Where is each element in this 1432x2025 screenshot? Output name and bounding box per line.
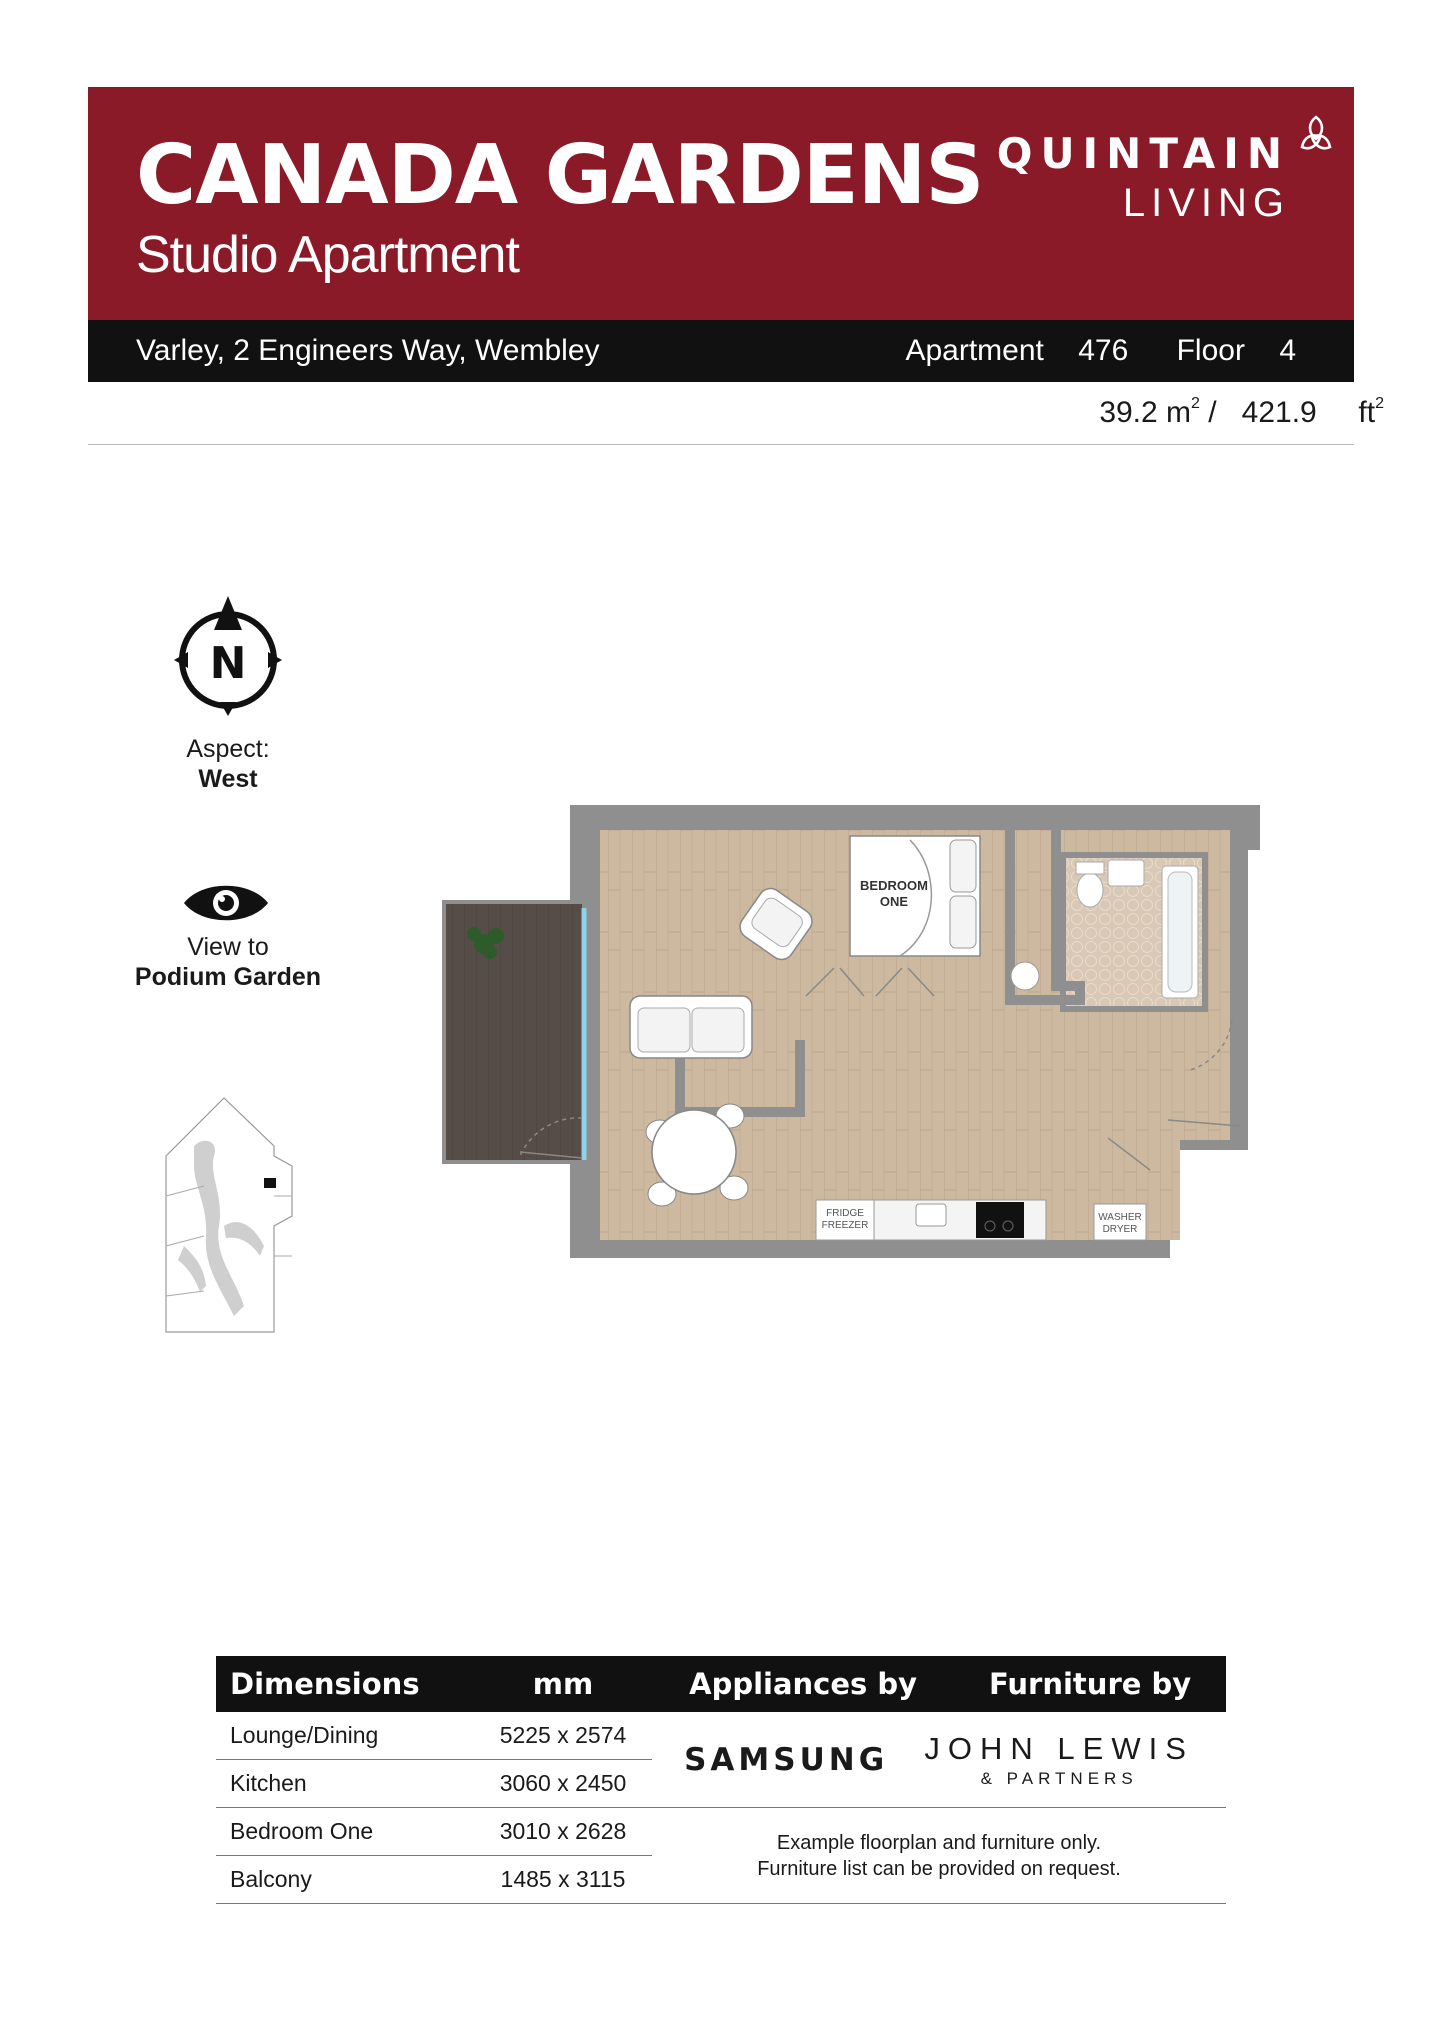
brand-logo [996, 129, 1290, 225]
table-row [216, 1808, 1226, 1856]
aspect-info [118, 734, 338, 794]
bedroom-label-2: ONE [879, 894, 909, 909]
address: Varley, 2 Engineers Way, Wembley [136, 334, 600, 367]
floor-label: Floor [1176, 334, 1245, 367]
view-label: View to [187, 933, 269, 961]
room-dims: 3060 x 2450 [474, 1760, 652, 1808]
john-lewis-logo [924, 1731, 1193, 1789]
washer-label-2: DRYER [1102, 1224, 1138, 1235]
john-lewis-line1: JOHN LEWIS [924, 1730, 1194, 1766]
area-readout [1099, 395, 1384, 430]
area-sqm-value: 39.2 [1099, 396, 1158, 429]
note-line-1: Example floorplan and furniture only. [776, 1831, 1102, 1854]
header-divider [88, 444, 1354, 445]
area-separator: / [1208, 396, 1217, 429]
hob [976, 1202, 1024, 1238]
trefoil-icon [1294, 113, 1338, 157]
apartment-label: Apartment [905, 334, 1044, 367]
header-appliances: Appliances by [652, 1656, 954, 1712]
apartment-info [905, 334, 1296, 368]
sofa [630, 996, 752, 1058]
header-furniture: Furniture by [954, 1656, 1226, 1712]
area-sqft-value: 421.9 [1241, 396, 1317, 429]
room-name: Lounge/Dining [216, 1712, 474, 1760]
room-name: Bedroom One [216, 1808, 474, 1856]
specification-table [216, 1656, 1226, 1904]
john-lewis-line2: & PARTNERS [980, 1768, 1138, 1788]
brand-logos [652, 1712, 1226, 1808]
room-dims: 3010 x 2628 [474, 1808, 652, 1856]
room-dims: 5225 x 2574 [474, 1712, 652, 1760]
room-name: Kitchen [216, 1760, 474, 1808]
area-sqft-superscript: 2 [1375, 395, 1384, 412]
header-banner [88, 87, 1354, 320]
brand-name: QUINTAIN [996, 129, 1290, 178]
view-info [108, 932, 348, 992]
header-mm: mm [474, 1656, 652, 1712]
address-bar [88, 320, 1354, 382]
aspect-label: Aspect: [186, 735, 270, 763]
washer-label-1: WASHER [1098, 1212, 1142, 1223]
disclaimer-note [652, 1808, 1226, 1904]
note-line-2: Furniture list can be provided on request. [757, 1857, 1121, 1880]
room-dims: 1485 x 3115 [474, 1856, 652, 1904]
unit-type: Studio Apartment [136, 226, 519, 284]
fridge-label-1: FRIDGE [826, 1208, 864, 1219]
floor-plan [440, 800, 1260, 1270]
samsung-logo: SAMSUNG [684, 1741, 889, 1778]
table-row [216, 1712, 1226, 1760]
brand-subname: LIVING [1122, 181, 1290, 225]
project-name: CANADA GARDENS [136, 128, 984, 223]
bedroom-label-1: BEDROOM [860, 878, 928, 893]
key-plan-unit-marker [264, 1178, 276, 1188]
compass-letter: N [209, 638, 247, 689]
floor-number: 4 [1279, 334, 1296, 367]
area-sqm-superscript: 2 [1191, 395, 1200, 412]
apartment-number: 476 [1078, 334, 1129, 367]
fridge-label-2: FREEZER [821, 1220, 869, 1231]
room-name: Balcony [216, 1856, 474, 1904]
balcony-deck [446, 904, 582, 1160]
eye-icon [182, 878, 270, 928]
area-sqm-unit: m [1166, 396, 1192, 429]
building-key-plan [164, 1096, 294, 1334]
view-value: Podium Garden [134, 963, 322, 991]
aspect-value: West [198, 765, 258, 793]
header-dimensions: Dimensions [216, 1656, 474, 1712]
area-sqft-unit: ft [1358, 396, 1376, 429]
north-compass-icon [172, 594, 284, 716]
